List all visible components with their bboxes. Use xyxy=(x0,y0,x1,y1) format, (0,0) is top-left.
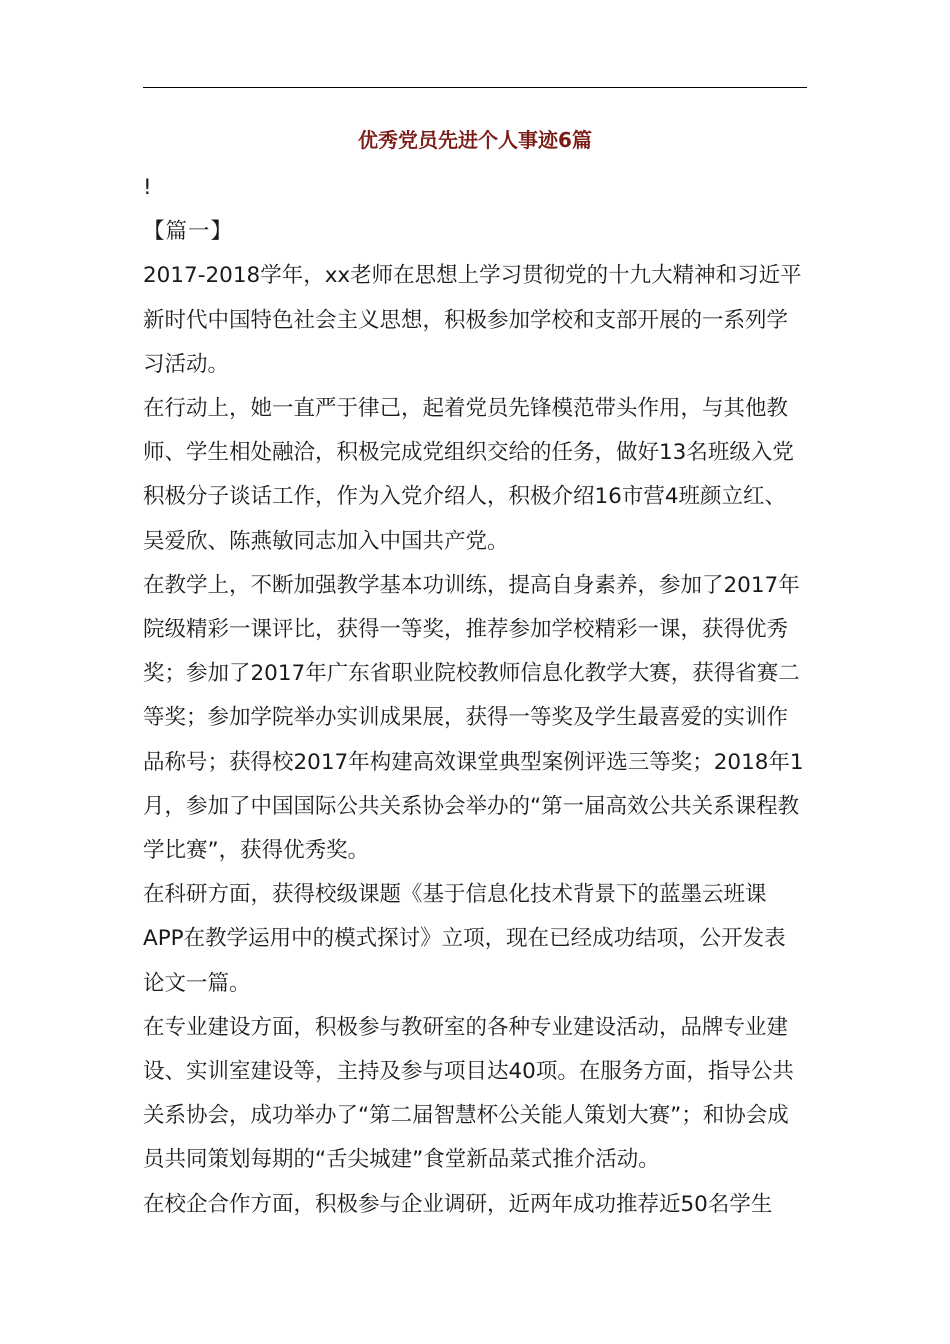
paragraph-3: 在教学上，不断加强教学基本功训练，提高自身素养，参加了2017年院级精彩一课评比，获得一等奖，推荐参加学校精彩一课，获得优秀奖；参加了2017年广东省职业院校教师信息化教学大赛，获得省赛二等奖；参加学院举办实训成果展，获得一等奖及学生最喜爱的实训作品称号；获得校2017年构建高效课堂典型案例评选三等奖；2018年1月，参加了中国国际公共关系协会举办的“第一届高效公共关系课程教学比赛”，获得优秀奖。 xyxy=(143,572,804,864)
paragraph-5: 在专业建设方面，积极参与教研室的各种专业建设活动，品牌专业建设、实训室建设等，主持及参与项目达40项。在服务方面，指导公共关系协会，成功举办了“第二届智慧杯公关能人策划大赛”；和协会成员共同策划每期的“舌尖城建”食堂新品菜式推介活动。 xyxy=(143,1014,794,1173)
exclamation-mark: ! xyxy=(143,175,152,200)
document-title: 优秀党员先进个人事迹6篇 xyxy=(358,128,592,152)
paragraph-1: 2017-2018学年，xx老师在思想上学习贯彻党的十九大精神和习近平新时代中国特色社会主义思想，积极参加学校和支部开展的一系列学习活动。 xyxy=(143,263,802,377)
paragraph-4: 在科研方面，获得校级课题《基于信息化技术背景下的蓝墨云班课APP在教学运用中的模式探讨》立项，现在已经成功结项，公开发表论文一篇。 xyxy=(143,882,786,996)
paragraph-2: 在行动上，她一直严于律己，起着党员先锋模范带头作用，与其他教师、学生相处融洽，积极完成党组织交给的任务，做好13名班级入党积极分子谈话工作，作为入党介绍人，积极介绍16市营4班颜立红、吴爱欣、陈燕敏同志加入中国共产党。 xyxy=(143,396,794,554)
section-heading: 【篇一】 xyxy=(143,219,234,245)
paragraph-6: 在校企合作方面，积极参与企业调研，近两年成功推荐近50名学生 xyxy=(143,1191,773,1217)
header-rule xyxy=(143,87,807,88)
document-body xyxy=(143,166,807,1227)
